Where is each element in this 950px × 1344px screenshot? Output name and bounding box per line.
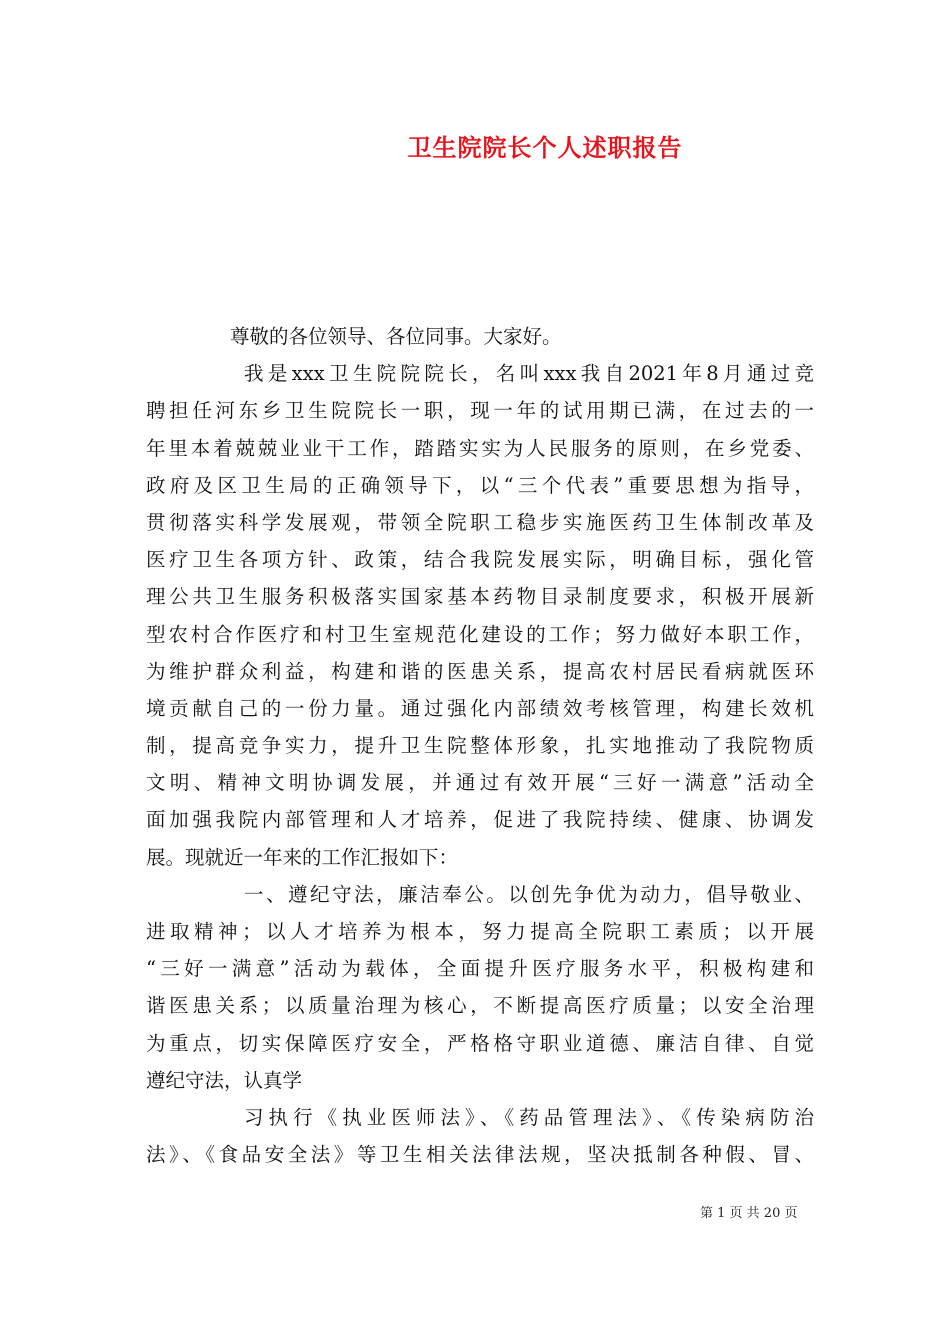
body-line: 进取精神；以人才培养为根本，努力提高全院职工素质；以开展 (146, 920, 814, 943)
section-heading-line: 一、遵纪守法，廉洁奉公。以创先争优为动力，倡导敬业、 (244, 882, 814, 906)
document-title: 卫生院院长个人述职报告 (407, 133, 683, 162)
body-line: 为重点，切实保障医疗安全，严格格守职业道德、廉洁自律、自觉 (146, 1031, 814, 1055)
body-line: 遵纪守法，认真学 (146, 1068, 303, 1092)
body-line: 年里本着兢兢业业干工作，踏踏实实为人民服务的原则，在乡党委、 (146, 436, 814, 460)
body-line: 谐医患关系；以质量治理为核心，不断提高医疗质量；以安全治理 (146, 994, 814, 1018)
body-line: 法》、《食品安全法》等卫生相关法律法规，坚决抵制各种假、冒、 (146, 1143, 814, 1167)
body-line: 习执行《执业医师法》、《药品管理法》、《传染病防治 (244, 1105, 814, 1129)
body-line: 为维护群众利益，构建和谐的医患关系，提高农村居民看病就医环 (146, 659, 814, 683)
body-line: 贯彻落实科学发展观，带领全院职工稳步实施医药卫生体制改革及 (146, 510, 814, 534)
body-line: 面加强我院内部管理和人才培养，促进了我院持续、健康、协调发 (146, 808, 814, 832)
document-body (146, 318, 814, 1173)
body-line: “三好一满意”活动为载体，全面提升医疗服务水平，积极构建和 (146, 957, 814, 981)
salutation-line: 尊敬的各位领导、各位同事。大家好。 (230, 325, 562, 348)
body-line: 医疗卫生各项方针、政策，结合我院发展实际，明确目标，强化管 (146, 548, 814, 572)
body-line: 型农村合作医疗和村卫生室规范化建设的工作；努力做好本职工作， (146, 622, 814, 646)
body-line: 政府及区卫生局的正确领导下，以“三个代表”重要思想为指导， (146, 473, 814, 497)
body-line: 文明、精神文明协调发展，并通过有效开展“三好一满意”活动全 (146, 771, 814, 795)
page-number-footer: 第 1 页 共 20 页 (700, 1206, 798, 1221)
body-line: 制，提高竞争实力，提升卫生院整体形象，扎实地推动了我院物质 (146, 734, 814, 758)
body-line: 我是xxx卫生院院院长，名叫xxx我自2021年8月通过竞 (244, 362, 814, 386)
body-line: 理公共卫生服务积极落实国家基本药物目录制度要求，积极开展新 (146, 585, 814, 609)
body-line: 境贡献自己的一份力量。通过强化内部绩效考核管理，构建长效机 (146, 696, 814, 720)
body-line: 聘担任河东乡卫生院院长一职，现一年的试用期已满，在过去的一 (146, 399, 814, 423)
body-line: 展。现就近一年来的工作汇报如下： (146, 845, 459, 869)
